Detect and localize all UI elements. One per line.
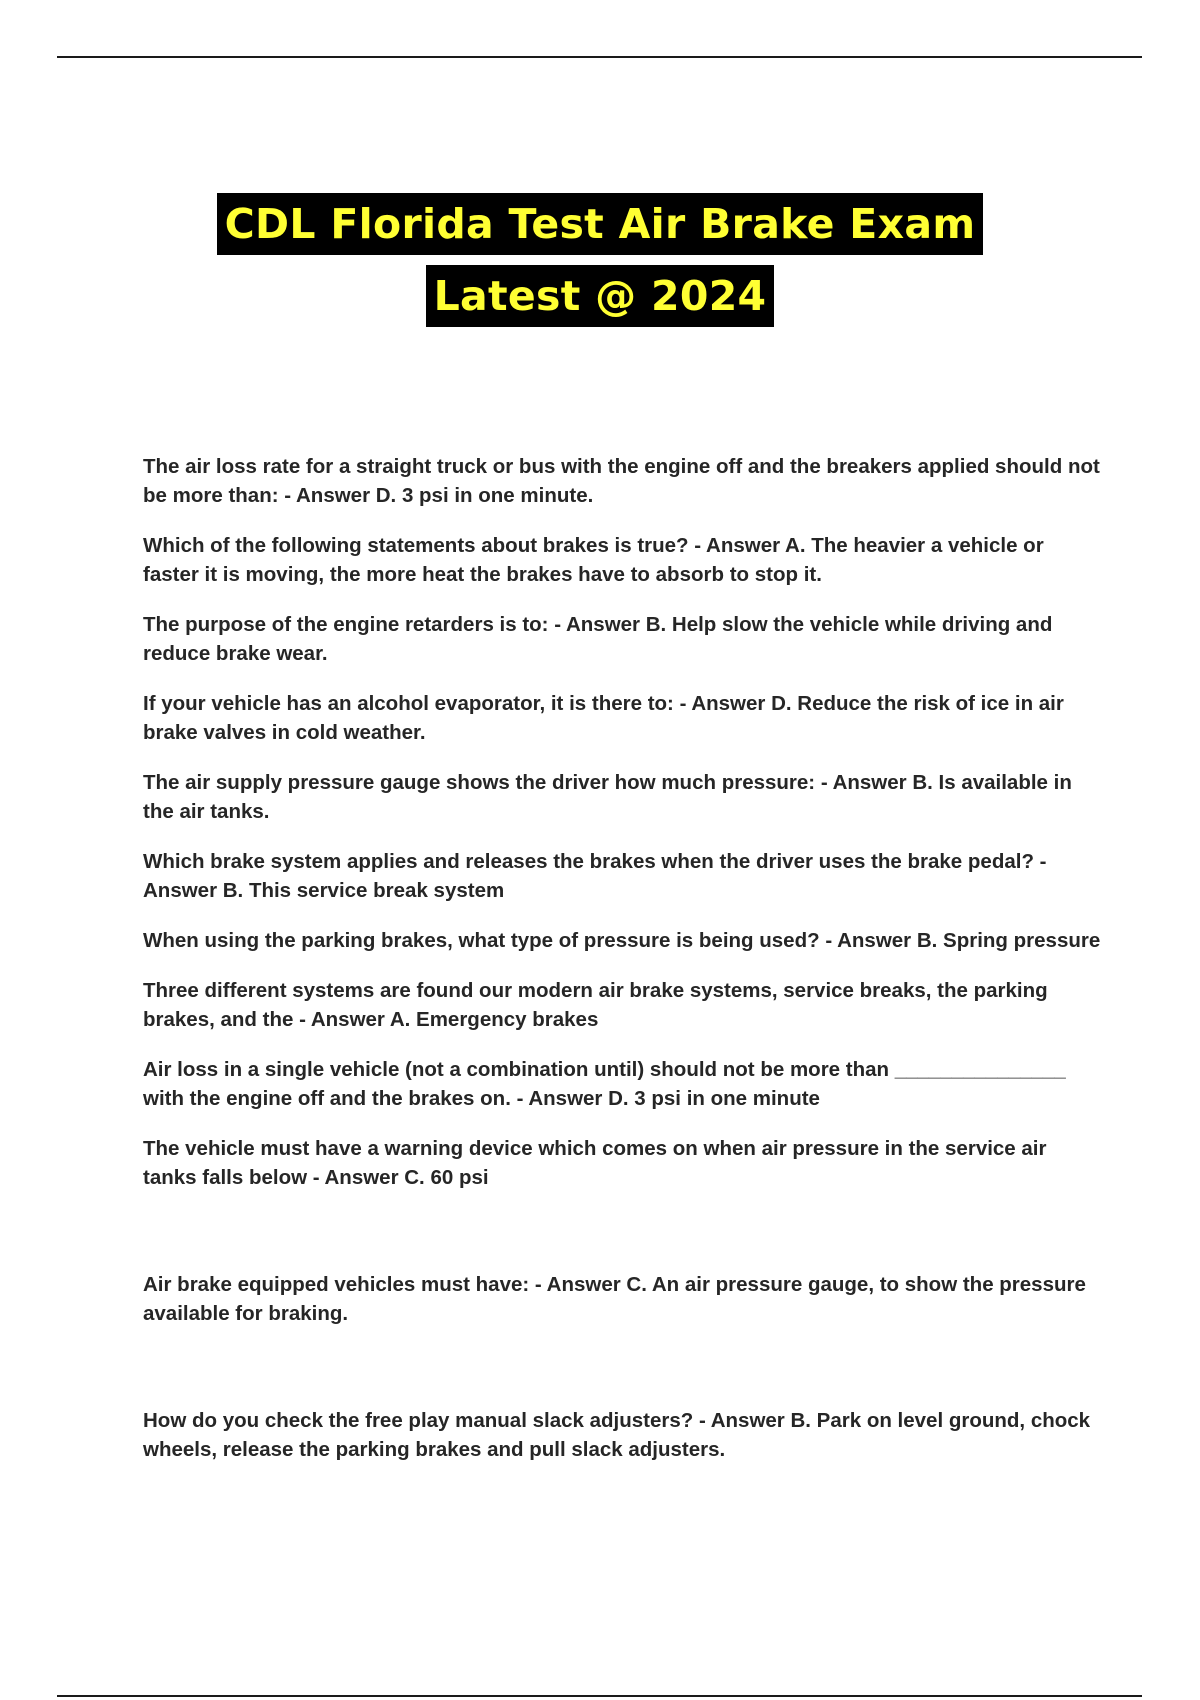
- question-item: The air supply pressure gauge shows the driver how much pressure: - Answer B. Is available in the air tanks.: [143, 771, 1072, 823]
- question-item: Which of the following statements about brakes is true? - Answer A. The heavier a vehicle or faster it is moving, the more heat the brakes have to absorb to stop it.: [143, 534, 1044, 586]
- question-item: Air brake equipped vehicles must have: - Answer C. An air pressure gauge, to show the pressure available for braking.: [143, 1273, 1086, 1325]
- title-line-2: Latest @ 2024: [426, 265, 775, 327]
- question-list: [143, 452, 1103, 1464]
- question-item: Three different systems are found our modern air brake systems, service breaks, the parking brakes, and the - Answer A. Emergency brakes: [143, 979, 1048, 1031]
- question-item: Which brake system applies and releases the brakes when the driver uses the brake pedal? - Answer B. This service break system: [143, 850, 1047, 902]
- question-item: The vehicle must have a warning device which comes on when air pressure in the service air tanks falls below - Answer C. 60 psi: [143, 1137, 1047, 1189]
- question-item: The purpose of the engine retarders is to: - Answer B. Help slow the vehicle while driving and reduce brake wear.: [143, 613, 1053, 665]
- question-item: How do you check the free play manual slack adjusters? - Answer B. Park on level ground, chock wheels, release the parking brakes and pull slack adjusters.: [143, 1409, 1091, 1461]
- question-item: Air loss in a single vehicle (not a combination until) should not be more than _______________ with the engine off and the brakes on. - Answer D. 3 psi in one minute: [143, 1058, 1066, 1110]
- title-line-1: CDL Florida Test Air Brake Exam: [217, 193, 984, 255]
- footer-rule: [57, 1695, 1142, 1697]
- document-title: [0, 193, 1200, 337]
- question-item: If your vehicle has an alcohol evaporator, it is there to: - Answer D. Reduce the risk of ice in air brake valves in cold weather.: [143, 692, 1064, 744]
- question-item: The air loss rate for a straight truck or bus with the engine off and the breakers applied should not be more than: - Answer D. 3 psi in one minute.: [143, 455, 1100, 507]
- header-rule: [57, 56, 1142, 58]
- question-item: When using the parking brakes, what type of pressure is being used? - Answer B. Spring pressure: [143, 929, 1101, 952]
